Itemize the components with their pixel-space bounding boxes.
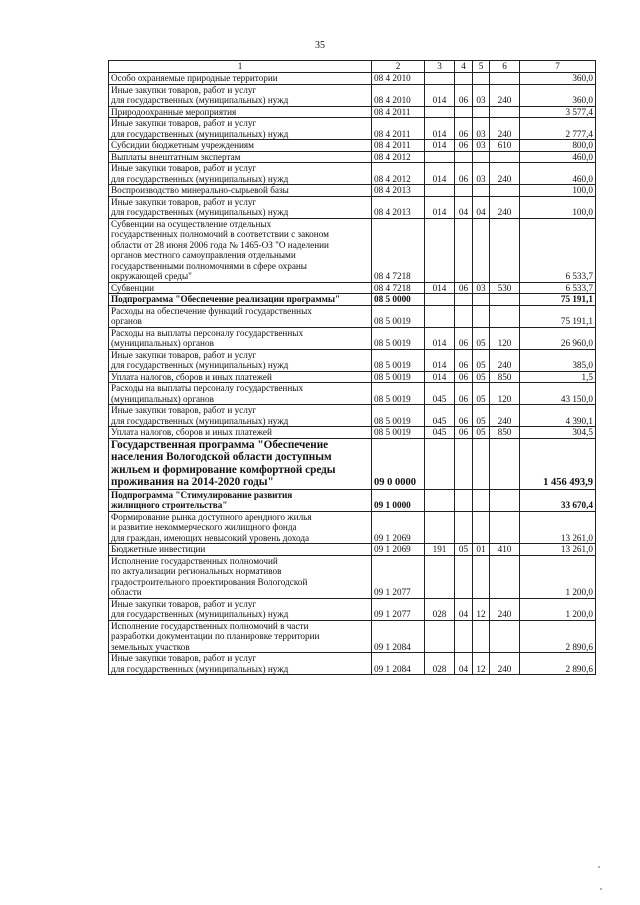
subsection-code-cell: 01	[473, 544, 490, 556]
section-code-cell	[455, 305, 473, 327]
amount-cell: 2 777,4	[520, 118, 596, 140]
table-row	[109, 282, 596, 294]
target-article-code-cell: 09 1 2069	[372, 511, 425, 544]
department-code-cell: 014	[425, 349, 455, 371]
expense-type-code-cell	[490, 151, 520, 163]
subsection-code-cell: 12	[473, 598, 490, 620]
subsection-code-cell: 05	[473, 327, 490, 349]
subsection-code-cell: 12	[473, 653, 490, 675]
expense-type-code-cell	[490, 73, 520, 85]
target-article-code-cell: 08 4 7218	[372, 218, 425, 282]
amount-cell: 75 191,1	[520, 305, 596, 327]
amount-cell: 1 200,0	[520, 598, 596, 620]
expense-type-code-cell: 610	[490, 140, 520, 152]
subsection-code-cell: 03	[473, 282, 490, 294]
expense-type-code-cell: 120	[490, 383, 520, 405]
row-name-cell: Природоохранные мероприятия	[109, 106, 372, 118]
column-header-1: 1	[109, 61, 372, 73]
section-code-cell	[455, 489, 473, 511]
target-article-code-cell: 08 5 0000	[372, 294, 425, 306]
subsection-code-cell	[473, 73, 490, 85]
department-code-cell: 191	[425, 544, 455, 556]
target-article-code-cell: 08 4 7218	[372, 282, 425, 294]
target-article-code-cell: 08 5 0019	[372, 383, 425, 405]
department-code-cell: 014	[425, 84, 455, 106]
amount-cell: 4 390,1	[520, 405, 596, 427]
row-name-cell: Бюджетные инвестиции	[109, 544, 372, 556]
row-name-cell: Субвенции на осуществление отдельных государственных полномочий в соответствии с законом области от 28 июня 2006 года № 1465-ОЗ "О наделении органов местного самоуправления отдельными государственными полномочиями в сфере охраны окружающей среды"	[109, 218, 372, 282]
section-code-cell: 05	[455, 544, 473, 556]
department-code-cell	[425, 620, 455, 653]
table-row	[109, 489, 596, 511]
table-row	[109, 511, 596, 544]
row-name-cell: Уплата налогов, сборов и иных платежей	[109, 371, 372, 383]
table-row	[109, 106, 596, 118]
target-article-code-cell: 08 4 2011	[372, 118, 425, 140]
department-code-cell: 014	[425, 282, 455, 294]
department-code-cell	[425, 489, 455, 511]
table-row	[109, 349, 596, 371]
table-row	[109, 305, 596, 327]
row-name-cell: Расходы на выплаты персоналу государственных (муниципальных) органов	[109, 327, 372, 349]
department-code-cell: 014	[425, 327, 455, 349]
table-row	[109, 427, 596, 439]
target-article-code-cell: 08 4 2010	[372, 84, 425, 106]
subsection-code-cell: 05	[473, 383, 490, 405]
row-name-cell: Иные закупки товаров, работ и услуг для государственных (муниципальных) нужд	[109, 653, 372, 675]
expense-type-code-cell: 530	[490, 282, 520, 294]
amount-cell: 2 890,6	[520, 653, 596, 675]
page-number: 35	[315, 40, 325, 51]
section-code-cell	[455, 106, 473, 118]
amount-cell: 6 533,7	[520, 218, 596, 282]
amount-cell: 13 261,0	[520, 511, 596, 544]
row-name-cell: Государственная программа "Обеспечение населения Вологодской области доступным жильем и формирование комфортной среды проживания на 2014-2020 годы"	[109, 438, 372, 489]
target-article-code-cell: 08 5 0019	[372, 371, 425, 383]
budget-table	[108, 60, 596, 675]
table-row	[109, 438, 596, 489]
table-row	[109, 294, 596, 306]
target-article-code-cell: 08 5 0019	[372, 349, 425, 371]
table-row	[109, 163, 596, 185]
section-code-cell: 06	[455, 84, 473, 106]
department-code-cell	[425, 294, 455, 306]
scan-speck	[600, 888, 602, 890]
subsection-code-cell	[473, 511, 490, 544]
expense-type-code-cell: 240	[490, 405, 520, 427]
column-header-5: 5	[473, 61, 490, 73]
amount-cell: 100,0	[520, 185, 596, 197]
section-code-cell	[455, 555, 473, 598]
department-code-cell	[425, 106, 455, 118]
row-name-cell: Подпрограмма "Обеспечение реализации программы"	[109, 294, 372, 306]
table-row	[109, 598, 596, 620]
section-code-cell: 04	[455, 196, 473, 218]
section-code-cell	[455, 73, 473, 85]
expense-type-code-cell	[490, 106, 520, 118]
table-row	[109, 151, 596, 163]
row-name-cell: Исполнение государственных полномочий по актуализации региональных нормативов градостроительного проектирования Вологодской области	[109, 555, 372, 598]
subsection-code-cell	[473, 620, 490, 653]
subsection-code-cell: 03	[473, 163, 490, 185]
target-article-code-cell: 08 4 2013	[372, 185, 425, 197]
target-article-code-cell: 08 5 0019	[372, 327, 425, 349]
target-article-code-cell: 08 5 0019	[372, 305, 425, 327]
amount-cell: 1,5	[520, 371, 596, 383]
subsection-code-cell	[473, 489, 490, 511]
amount-cell: 1 200,0	[520, 555, 596, 598]
section-code-cell: 06	[455, 118, 473, 140]
section-code-cell: 06	[455, 140, 473, 152]
department-code-cell: 014	[425, 371, 455, 383]
target-article-code-cell: 08 5 0019	[372, 405, 425, 427]
department-code-cell: 028	[425, 653, 455, 675]
section-code-cell: 06	[455, 427, 473, 439]
target-article-code-cell: 08 4 2011	[372, 140, 425, 152]
table-header	[109, 61, 596, 73]
department-code-cell	[425, 185, 455, 197]
subsection-code-cell	[473, 185, 490, 197]
amount-cell: 26 960,0	[520, 327, 596, 349]
subsection-code-cell: 05	[473, 427, 490, 439]
amount-cell: 385,0	[520, 349, 596, 371]
section-code-cell	[455, 294, 473, 306]
row-name-cell: Уплата налогов, сборов и иных платежей	[109, 427, 372, 439]
expense-type-code-cell	[490, 489, 520, 511]
table-row	[109, 84, 596, 106]
expense-type-code-cell	[490, 185, 520, 197]
department-code-cell	[425, 438, 455, 489]
subsection-code-cell	[473, 555, 490, 598]
column-header-6: 6	[490, 61, 520, 73]
expense-type-code-cell: 240	[490, 598, 520, 620]
subsection-code-cell	[473, 305, 490, 327]
table-row	[109, 371, 596, 383]
amount-cell: 304,5	[520, 427, 596, 439]
column-header-7: 7	[520, 61, 596, 73]
section-code-cell: 06	[455, 371, 473, 383]
target-article-code-cell: 09 1 0000	[372, 489, 425, 511]
subsection-code-cell	[473, 106, 490, 118]
subsection-code-cell: 05	[473, 371, 490, 383]
expense-type-code-cell	[490, 305, 520, 327]
row-name-cell: Субвенции	[109, 282, 372, 294]
section-code-cell: 06	[455, 163, 473, 185]
department-code-cell: 045	[425, 383, 455, 405]
amount-cell: 360,0	[520, 84, 596, 106]
amount-cell: 460,0	[520, 163, 596, 185]
amount-cell: 6 533,7	[520, 282, 596, 294]
subsection-code-cell	[473, 151, 490, 163]
row-name-cell: Иные закупки товаров, работ и услуг для государственных (муниципальных) нужд	[109, 118, 372, 140]
amount-cell: 1 456 493,9	[520, 438, 596, 489]
expense-type-code-cell: 850	[490, 371, 520, 383]
department-code-cell: 028	[425, 598, 455, 620]
target-article-code-cell: 09 1 2077	[372, 598, 425, 620]
expense-type-code-cell	[490, 294, 520, 306]
target-article-code-cell: 09 1 2084	[372, 653, 425, 675]
table-row	[109, 327, 596, 349]
subsection-code-cell: 05	[473, 405, 490, 427]
table-row	[109, 118, 596, 140]
section-code-cell: 06	[455, 282, 473, 294]
section-code-cell	[455, 185, 473, 197]
target-article-code-cell: 09 1 2077	[372, 555, 425, 598]
target-article-code-cell: 09 1 2084	[372, 620, 425, 653]
target-article-code-cell: 09 1 2069	[372, 544, 425, 556]
department-code-cell	[425, 511, 455, 544]
section-code-cell: 04	[455, 653, 473, 675]
row-name-cell: Подпрограмма "Стимулирование развития жилищного строительства"	[109, 489, 372, 511]
target-article-code-cell: 08 4 2010	[372, 73, 425, 85]
row-name-cell: Иные закупки товаров, работ и услуг для государственных (муниципальных) нужд	[109, 349, 372, 371]
table-row	[109, 544, 596, 556]
target-article-code-cell: 08 4 2013	[372, 196, 425, 218]
section-code-cell	[455, 218, 473, 282]
row-name-cell: Формирование рынка доступного арендного жилья и развитие некоммерческого жилищного фонда для граждан, имеющих невысокий уровень дохода	[109, 511, 372, 544]
row-name-cell: Иные закупки товаров, работ и услуг для государственных (муниципальных) нужд	[109, 405, 372, 427]
department-code-cell: 045	[425, 405, 455, 427]
department-code-cell	[425, 151, 455, 163]
amount-cell: 360,0	[520, 73, 596, 85]
table-row	[109, 140, 596, 152]
target-article-code-cell: 08 4 2012	[372, 163, 425, 185]
expense-type-code-cell: 240	[490, 196, 520, 218]
subsection-code-cell	[473, 294, 490, 306]
table-row	[109, 185, 596, 197]
department-code-cell	[425, 555, 455, 598]
expense-type-code-cell: 240	[490, 84, 520, 106]
expense-type-code-cell	[490, 218, 520, 282]
section-code-cell: 06	[455, 383, 473, 405]
department-code-cell	[425, 218, 455, 282]
department-code-cell: 014	[425, 118, 455, 140]
expense-type-code-cell: 240	[490, 349, 520, 371]
row-name-cell: Исполнение государственных полномочий в части разработки документации по планировке территории земельных участков	[109, 620, 372, 653]
section-code-cell: 06	[455, 405, 473, 427]
amount-cell: 460,0	[520, 151, 596, 163]
row-name-cell: Воспроизводство минерально-сырьевой базы	[109, 185, 372, 197]
table-row	[109, 653, 596, 675]
table-row	[109, 555, 596, 598]
department-code-cell: 014	[425, 140, 455, 152]
row-name-cell: Расходы на обеспечение функций государственных органов	[109, 305, 372, 327]
column-header-3: 3	[425, 61, 455, 73]
table-row	[109, 620, 596, 653]
expense-type-code-cell	[490, 438, 520, 489]
section-code-cell: 04	[455, 598, 473, 620]
row-name-cell: Расходы на выплаты персоналу государственных (муниципальных) органов	[109, 383, 372, 405]
section-code-cell: 06	[455, 349, 473, 371]
section-code-cell	[455, 151, 473, 163]
section-code-cell	[455, 511, 473, 544]
section-code-cell	[455, 620, 473, 653]
target-article-code-cell: 08 4 2012	[372, 151, 425, 163]
column-header-2: 2	[372, 61, 425, 73]
expense-type-code-cell: 120	[490, 327, 520, 349]
target-article-code-cell: 08 5 0019	[372, 427, 425, 439]
target-article-code-cell: 09 0 0000	[372, 438, 425, 489]
row-name-cell: Иные закупки товаров, работ и услуг для государственных (муниципальных) нужд	[109, 196, 372, 218]
subsection-code-cell: 05	[473, 349, 490, 371]
table-row	[109, 73, 596, 85]
expense-type-code-cell: 410	[490, 544, 520, 556]
row-name-cell: Иные закупки товаров, работ и услуг для государственных (муниципальных) нужд	[109, 163, 372, 185]
expense-type-code-cell	[490, 511, 520, 544]
column-header-4: 4	[455, 61, 473, 73]
expense-type-code-cell: 240	[490, 118, 520, 140]
row-name-cell: Выплаты внештатным экспертам	[109, 151, 372, 163]
amount-cell: 2 890,6	[520, 620, 596, 653]
expense-type-code-cell: 240	[490, 653, 520, 675]
table-row	[109, 196, 596, 218]
expense-type-code-cell: 850	[490, 427, 520, 439]
section-code-cell	[455, 438, 473, 489]
table-body	[109, 73, 596, 675]
expense-type-code-cell: 240	[490, 163, 520, 185]
row-name-cell: Особо охраняемые природные территории	[109, 73, 372, 85]
subsection-code-cell: 03	[473, 118, 490, 140]
table-row	[109, 405, 596, 427]
amount-cell: 33 670,4	[520, 489, 596, 511]
expense-type-code-cell	[490, 620, 520, 653]
amount-cell: 43 150,0	[520, 383, 596, 405]
subsection-code-cell	[473, 218, 490, 282]
target-article-code-cell: 08 4 2011	[372, 106, 425, 118]
expense-type-code-cell	[490, 555, 520, 598]
department-code-cell: 014	[425, 163, 455, 185]
section-code-cell: 06	[455, 327, 473, 349]
subsection-code-cell: 03	[473, 84, 490, 106]
amount-cell: 100,0	[520, 196, 596, 218]
table-row	[109, 383, 596, 405]
subsection-code-cell: 03	[473, 140, 490, 152]
subsection-code-cell: 04	[473, 196, 490, 218]
amount-cell: 800,0	[520, 140, 596, 152]
amount-cell: 75 191,1	[520, 294, 596, 306]
department-code-cell	[425, 73, 455, 85]
department-code-cell: 014	[425, 196, 455, 218]
row-name-cell: Иные закупки товаров, работ и услуг для государственных (муниципальных) нужд	[109, 84, 372, 106]
amount-cell: 13 261,0	[520, 544, 596, 556]
department-code-cell: 045	[425, 427, 455, 439]
table-row	[109, 218, 596, 282]
subsection-code-cell	[473, 438, 490, 489]
scan-speck	[598, 866, 600, 868]
department-code-cell	[425, 305, 455, 327]
amount-cell: 3 577,4	[520, 106, 596, 118]
row-name-cell: Субсидии бюджетным учреждениям	[109, 140, 372, 152]
row-name-cell: Иные закупки товаров, работ и услуг для государственных (муниципальных) нужд	[109, 598, 372, 620]
